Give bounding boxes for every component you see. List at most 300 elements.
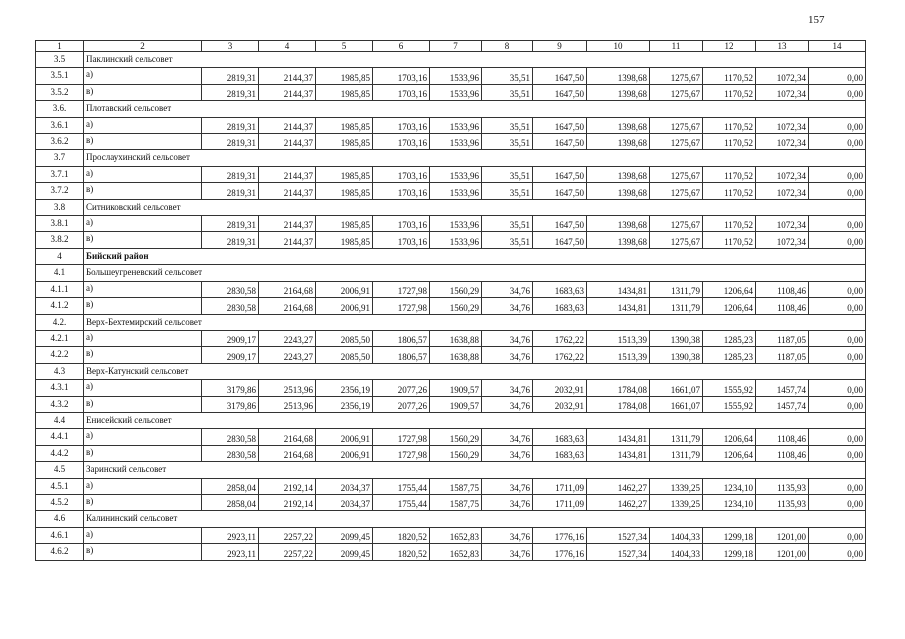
- value-cell: 1187,05: [756, 330, 809, 346]
- value-cell: 1434,81: [587, 281, 650, 297]
- value-cell: 34,76: [482, 281, 533, 297]
- column-header: 11: [650, 41, 703, 52]
- row-code: 4.5: [36, 462, 84, 478]
- value-cell: 1275,67: [650, 68, 703, 84]
- value-cell: 1727,98: [373, 298, 430, 314]
- value-cell: 1201,00: [756, 544, 809, 560]
- value-cell: 34,76: [482, 494, 533, 510]
- value-cell: 2923,11: [202, 544, 259, 560]
- row-code: 4.3: [36, 363, 84, 379]
- section-row: [36, 52, 866, 68]
- value-cell: 0,00: [809, 429, 866, 445]
- section-row: [36, 363, 866, 379]
- value-cell: 2830,58: [202, 298, 259, 314]
- value-cell: 1072,34: [756, 216, 809, 232]
- value-cell: 0,00: [809, 232, 866, 248]
- row-code: 3.5: [36, 52, 84, 68]
- row-code: 3.6.: [36, 101, 84, 117]
- value-cell: 2077,26: [373, 380, 430, 396]
- value-cell: 0,00: [809, 478, 866, 494]
- section-row: [36, 265, 866, 281]
- value-cell: 2819,31: [202, 166, 259, 182]
- value-cell: 1985,85: [316, 68, 373, 84]
- value-cell: 2144,37: [259, 232, 316, 248]
- row-code: 3.7.2: [36, 183, 84, 199]
- value-cell: 1398,68: [587, 232, 650, 248]
- table-row: [36, 298, 866, 314]
- value-cell: 0,00: [809, 68, 866, 84]
- value-cell: 35,51: [482, 166, 533, 182]
- column-header: 1: [36, 41, 84, 52]
- value-cell: 35,51: [482, 68, 533, 84]
- value-cell: 1339,25: [650, 478, 703, 494]
- section-name: Прослаухинский сельсовет: [84, 150, 866, 166]
- value-cell: 1206,64: [703, 429, 756, 445]
- row-code: 4.6.2: [36, 544, 84, 560]
- table-row: [36, 494, 866, 510]
- value-cell: 1398,68: [587, 166, 650, 182]
- value-cell: 1533,96: [430, 68, 482, 84]
- value-cell: 2909,17: [202, 347, 259, 363]
- value-cell: 2858,04: [202, 478, 259, 494]
- section-row: [36, 462, 866, 478]
- column-header: 6: [373, 41, 430, 52]
- value-cell: 0,00: [809, 281, 866, 297]
- value-cell: 1985,85: [316, 134, 373, 150]
- value-cell: 1985,85: [316, 216, 373, 232]
- row-label: а): [84, 281, 202, 297]
- value-cell: 1187,05: [756, 347, 809, 363]
- value-cell: 3179,86: [202, 380, 259, 396]
- column-header: 12: [703, 41, 756, 52]
- value-cell: 2909,17: [202, 330, 259, 346]
- value-cell: 1587,75: [430, 478, 482, 494]
- value-cell: 1234,10: [703, 478, 756, 494]
- value-cell: 1683,63: [533, 298, 587, 314]
- value-cell: 1727,98: [373, 281, 430, 297]
- value-cell: 1647,50: [533, 84, 587, 100]
- value-cell: 1703,16: [373, 216, 430, 232]
- value-cell: 35,51: [482, 117, 533, 133]
- row-label: а): [84, 429, 202, 445]
- value-cell: 1108,46: [756, 298, 809, 314]
- value-cell: 1434,81: [587, 298, 650, 314]
- value-cell: 1533,96: [430, 216, 482, 232]
- row-code: 3.8.2: [36, 232, 84, 248]
- value-cell: 2164,68: [259, 298, 316, 314]
- row-label: а): [84, 330, 202, 346]
- section-name: Ситниковский сельсовет: [84, 199, 866, 215]
- value-cell: 1311,79: [650, 281, 703, 297]
- table-row: [36, 445, 866, 461]
- value-cell: 1985,85: [316, 166, 373, 182]
- value-cell: 2034,37: [316, 478, 373, 494]
- section-row: [36, 150, 866, 166]
- value-cell: 1275,67: [650, 183, 703, 199]
- value-cell: 0,00: [809, 134, 866, 150]
- table-row: [36, 347, 866, 363]
- value-cell: 1462,27: [587, 494, 650, 510]
- row-code: 4.5.1: [36, 478, 84, 494]
- section-row: [36, 199, 866, 215]
- row-code: 3.8: [36, 199, 84, 215]
- value-cell: 1311,79: [650, 298, 703, 314]
- value-cell: 2099,45: [316, 544, 373, 560]
- row-label: а): [84, 68, 202, 84]
- value-cell: 2099,45: [316, 527, 373, 543]
- value-cell: 1398,68: [587, 134, 650, 150]
- value-cell: 1206,64: [703, 298, 756, 314]
- value-cell: 1513,39: [587, 347, 650, 363]
- row-label: в): [84, 183, 202, 199]
- value-cell: 1170,52: [703, 216, 756, 232]
- value-cell: 1647,50: [533, 134, 587, 150]
- tariff-table: [35, 40, 866, 561]
- value-cell: 1072,34: [756, 183, 809, 199]
- value-cell: 2006,91: [316, 298, 373, 314]
- section-name: Заринский сельсовет: [84, 462, 866, 478]
- table-row: [36, 183, 866, 199]
- row-code: 3.6.2: [36, 134, 84, 150]
- header-row: [36, 41, 866, 52]
- value-cell: 1755,44: [373, 478, 430, 494]
- row-code: 3.5.1: [36, 68, 84, 84]
- value-cell: 0,00: [809, 84, 866, 100]
- row-code: 4.2.2: [36, 347, 84, 363]
- row-label: в): [84, 544, 202, 560]
- value-cell: 2164,68: [259, 445, 316, 461]
- value-cell: 1533,96: [430, 84, 482, 100]
- value-cell: 1985,85: [316, 183, 373, 199]
- row-label: а): [84, 478, 202, 494]
- value-cell: 0,00: [809, 330, 866, 346]
- value-cell: 1647,50: [533, 216, 587, 232]
- value-cell: 1661,07: [650, 396, 703, 412]
- value-cell: 1513,39: [587, 330, 650, 346]
- value-cell: 2144,37: [259, 117, 316, 133]
- value-cell: 1135,93: [756, 494, 809, 510]
- value-cell: 1170,52: [703, 166, 756, 182]
- value-cell: 2164,68: [259, 429, 316, 445]
- section-name: Паклинский сельсовет: [84, 52, 866, 68]
- value-cell: 3179,86: [202, 396, 259, 412]
- value-cell: 1275,67: [650, 232, 703, 248]
- value-cell: 1647,50: [533, 68, 587, 84]
- value-cell: 2819,31: [202, 68, 259, 84]
- value-cell: 34,76: [482, 330, 533, 346]
- value-cell: 1275,67: [650, 166, 703, 182]
- section-name: Верх-Катунский сельсовет: [84, 363, 866, 379]
- value-cell: 2243,27: [259, 347, 316, 363]
- value-cell: 2192,14: [259, 478, 316, 494]
- row-label: а): [84, 166, 202, 182]
- value-cell: 1820,52: [373, 527, 430, 543]
- value-cell: 2513,96: [259, 380, 316, 396]
- district-row: [36, 248, 866, 264]
- row-code: 3.5.2: [36, 84, 84, 100]
- column-header: 4: [259, 41, 316, 52]
- value-cell: 1985,85: [316, 84, 373, 100]
- table-row: [36, 527, 866, 543]
- value-cell: 1703,16: [373, 166, 430, 182]
- value-cell: 1560,29: [430, 281, 482, 297]
- value-cell: 2819,31: [202, 183, 259, 199]
- column-header: 10: [587, 41, 650, 52]
- column-header: 2: [84, 41, 202, 52]
- row-label: а): [84, 216, 202, 232]
- row-label: в): [84, 134, 202, 150]
- value-cell: 1647,50: [533, 183, 587, 199]
- row-label: в): [84, 396, 202, 412]
- row-code: 4.2.: [36, 314, 84, 330]
- value-cell: 1135,93: [756, 478, 809, 494]
- value-cell: 1985,85: [316, 117, 373, 133]
- value-cell: 1820,52: [373, 544, 430, 560]
- value-cell: 1398,68: [587, 84, 650, 100]
- value-cell: 2192,14: [259, 494, 316, 510]
- value-cell: 1711,09: [533, 494, 587, 510]
- value-cell: 1434,81: [587, 429, 650, 445]
- value-cell: 2144,37: [259, 68, 316, 84]
- value-cell: 1647,50: [533, 232, 587, 248]
- value-cell: 1909,57: [430, 396, 482, 412]
- row-code: 3.8.1: [36, 216, 84, 232]
- value-cell: 34,76: [482, 380, 533, 396]
- row-label: в): [84, 445, 202, 461]
- value-cell: 1652,83: [430, 527, 482, 543]
- value-cell: 34,76: [482, 347, 533, 363]
- value-cell: 1072,34: [756, 117, 809, 133]
- table-body: [36, 41, 866, 561]
- value-cell: 1762,22: [533, 347, 587, 363]
- value-cell: 1398,68: [587, 117, 650, 133]
- value-cell: 35,51: [482, 183, 533, 199]
- table-row: [36, 134, 866, 150]
- value-cell: 1703,16: [373, 134, 430, 150]
- row-code: 4.6.1: [36, 527, 84, 543]
- table-row: [36, 68, 866, 84]
- value-cell: 1533,96: [430, 117, 482, 133]
- value-cell: 2077,26: [373, 396, 430, 412]
- value-cell: 0,00: [809, 527, 866, 543]
- value-cell: 2819,31: [202, 117, 259, 133]
- table-row: [36, 380, 866, 396]
- value-cell: 34,76: [482, 429, 533, 445]
- value-cell: 34,76: [482, 396, 533, 412]
- value-cell: 0,00: [809, 396, 866, 412]
- row-code: 3.7.1: [36, 166, 84, 182]
- value-cell: 2819,31: [202, 216, 259, 232]
- value-cell: 1638,88: [430, 330, 482, 346]
- value-cell: 2006,91: [316, 429, 373, 445]
- value-cell: 1201,00: [756, 527, 809, 543]
- value-cell: 1072,34: [756, 232, 809, 248]
- value-cell: 1170,52: [703, 232, 756, 248]
- value-cell: 2356,19: [316, 380, 373, 396]
- column-header: 7: [430, 41, 482, 52]
- value-cell: 2085,50: [316, 330, 373, 346]
- value-cell: 1703,16: [373, 84, 430, 100]
- value-cell: 1560,29: [430, 429, 482, 445]
- section-row: [36, 511, 866, 527]
- value-cell: 1784,08: [587, 380, 650, 396]
- value-cell: 2858,04: [202, 494, 259, 510]
- value-cell: 1404,33: [650, 544, 703, 560]
- value-cell: 1683,63: [533, 445, 587, 461]
- value-cell: 1311,79: [650, 445, 703, 461]
- value-cell: 1683,63: [533, 429, 587, 445]
- value-cell: 1776,16: [533, 527, 587, 543]
- value-cell: 1311,79: [650, 429, 703, 445]
- value-cell: 1533,96: [430, 232, 482, 248]
- value-cell: 1806,57: [373, 330, 430, 346]
- value-cell: 2819,31: [202, 84, 259, 100]
- page-number: 157: [808, 14, 825, 26]
- value-cell: 1108,46: [756, 445, 809, 461]
- column-header: 5: [316, 41, 373, 52]
- table-row: [36, 216, 866, 232]
- value-cell: 1727,98: [373, 445, 430, 461]
- value-cell: 0,00: [809, 183, 866, 199]
- value-cell: 1703,16: [373, 232, 430, 248]
- row-label: в): [84, 84, 202, 100]
- value-cell: 2819,31: [202, 232, 259, 248]
- section-row: [36, 314, 866, 330]
- table-row: [36, 281, 866, 297]
- row-label: в): [84, 298, 202, 314]
- row-code: 4: [36, 248, 84, 264]
- value-cell: 1652,83: [430, 544, 482, 560]
- value-cell: 1703,16: [373, 68, 430, 84]
- value-cell: 1555,92: [703, 380, 756, 396]
- row-code: 4.4: [36, 412, 84, 428]
- column-header: 3: [202, 41, 259, 52]
- row-code: 4.1.1: [36, 281, 84, 297]
- row-code: 4.6: [36, 511, 84, 527]
- value-cell: 35,51: [482, 134, 533, 150]
- value-cell: 34,76: [482, 527, 533, 543]
- value-cell: 34,76: [482, 445, 533, 461]
- value-cell: 2085,50: [316, 347, 373, 363]
- value-cell: 2830,58: [202, 429, 259, 445]
- value-cell: 1285,23: [703, 347, 756, 363]
- value-cell: 0,00: [809, 166, 866, 182]
- value-cell: 2819,31: [202, 134, 259, 150]
- value-cell: 1527,34: [587, 544, 650, 560]
- value-cell: 1072,34: [756, 166, 809, 182]
- value-cell: 1727,98: [373, 429, 430, 445]
- value-cell: 1457,74: [756, 380, 809, 396]
- value-cell: 1108,46: [756, 429, 809, 445]
- value-cell: 1072,34: [756, 68, 809, 84]
- row-code: 4.5.2: [36, 494, 84, 510]
- value-cell: 1206,64: [703, 445, 756, 461]
- section-row: [36, 412, 866, 428]
- value-cell: 2034,37: [316, 494, 373, 510]
- value-cell: 1234,10: [703, 494, 756, 510]
- value-cell: 2830,58: [202, 281, 259, 297]
- value-cell: 2144,37: [259, 216, 316, 232]
- value-cell: 1170,52: [703, 117, 756, 133]
- value-cell: 2513,96: [259, 396, 316, 412]
- value-cell: 0,00: [809, 298, 866, 314]
- value-cell: 0,00: [809, 445, 866, 461]
- value-cell: 1339,25: [650, 494, 703, 510]
- value-cell: 1457,74: [756, 396, 809, 412]
- value-cell: 1299,18: [703, 527, 756, 543]
- row-code: 4.2.1: [36, 330, 84, 346]
- value-cell: 1285,23: [703, 330, 756, 346]
- value-cell: 2257,22: [259, 544, 316, 560]
- section-name: Верх-Бехтемирский сельсовет: [84, 314, 866, 330]
- value-cell: 2006,91: [316, 445, 373, 461]
- value-cell: 34,76: [482, 544, 533, 560]
- value-cell: 34,76: [482, 298, 533, 314]
- table-row: [36, 396, 866, 412]
- value-cell: 35,51: [482, 84, 533, 100]
- value-cell: 2923,11: [202, 527, 259, 543]
- value-cell: 1985,85: [316, 232, 373, 248]
- value-cell: 2032,91: [533, 396, 587, 412]
- value-cell: 1390,38: [650, 330, 703, 346]
- value-cell: 0,00: [809, 216, 866, 232]
- value-cell: 1072,34: [756, 134, 809, 150]
- value-cell: 1170,52: [703, 84, 756, 100]
- value-cell: 1398,68: [587, 183, 650, 199]
- value-cell: 1275,67: [650, 84, 703, 100]
- value-cell: 1398,68: [587, 216, 650, 232]
- value-cell: 1755,44: [373, 494, 430, 510]
- value-cell: 1462,27: [587, 478, 650, 494]
- value-cell: 2144,37: [259, 134, 316, 150]
- value-cell: 2144,37: [259, 166, 316, 182]
- value-cell: 1647,50: [533, 166, 587, 182]
- value-cell: 1390,38: [650, 347, 703, 363]
- table-row: [36, 478, 866, 494]
- row-label: а): [84, 380, 202, 396]
- value-cell: 1560,29: [430, 298, 482, 314]
- value-cell: 0,00: [809, 347, 866, 363]
- table-row: [36, 429, 866, 445]
- row-code: 3.6.1: [36, 117, 84, 133]
- row-code: 4.3.1: [36, 380, 84, 396]
- section-name: Большеугреневский сельсовет: [84, 265, 866, 281]
- row-code: 4.1.2: [36, 298, 84, 314]
- row-code: 4.4.2: [36, 445, 84, 461]
- section-name: Енисейский сельсовет: [84, 412, 866, 428]
- value-cell: 1533,96: [430, 166, 482, 182]
- value-cell: 1398,68: [587, 68, 650, 84]
- value-cell: 0,00: [809, 494, 866, 510]
- value-cell: 1275,67: [650, 117, 703, 133]
- column-header: 14: [809, 41, 866, 52]
- table-row: [36, 84, 866, 100]
- value-cell: 2032,91: [533, 380, 587, 396]
- value-cell: 1909,57: [430, 380, 482, 396]
- value-cell: 1703,16: [373, 117, 430, 133]
- value-cell: 34,76: [482, 478, 533, 494]
- value-cell: 1647,50: [533, 117, 587, 133]
- row-label: а): [84, 117, 202, 133]
- value-cell: 1206,64: [703, 281, 756, 297]
- value-cell: 1560,29: [430, 445, 482, 461]
- value-cell: 2144,37: [259, 84, 316, 100]
- value-cell: 2243,27: [259, 330, 316, 346]
- value-cell: 1533,96: [430, 134, 482, 150]
- value-cell: 1703,16: [373, 183, 430, 199]
- value-cell: 2144,37: [259, 183, 316, 199]
- value-cell: 1806,57: [373, 347, 430, 363]
